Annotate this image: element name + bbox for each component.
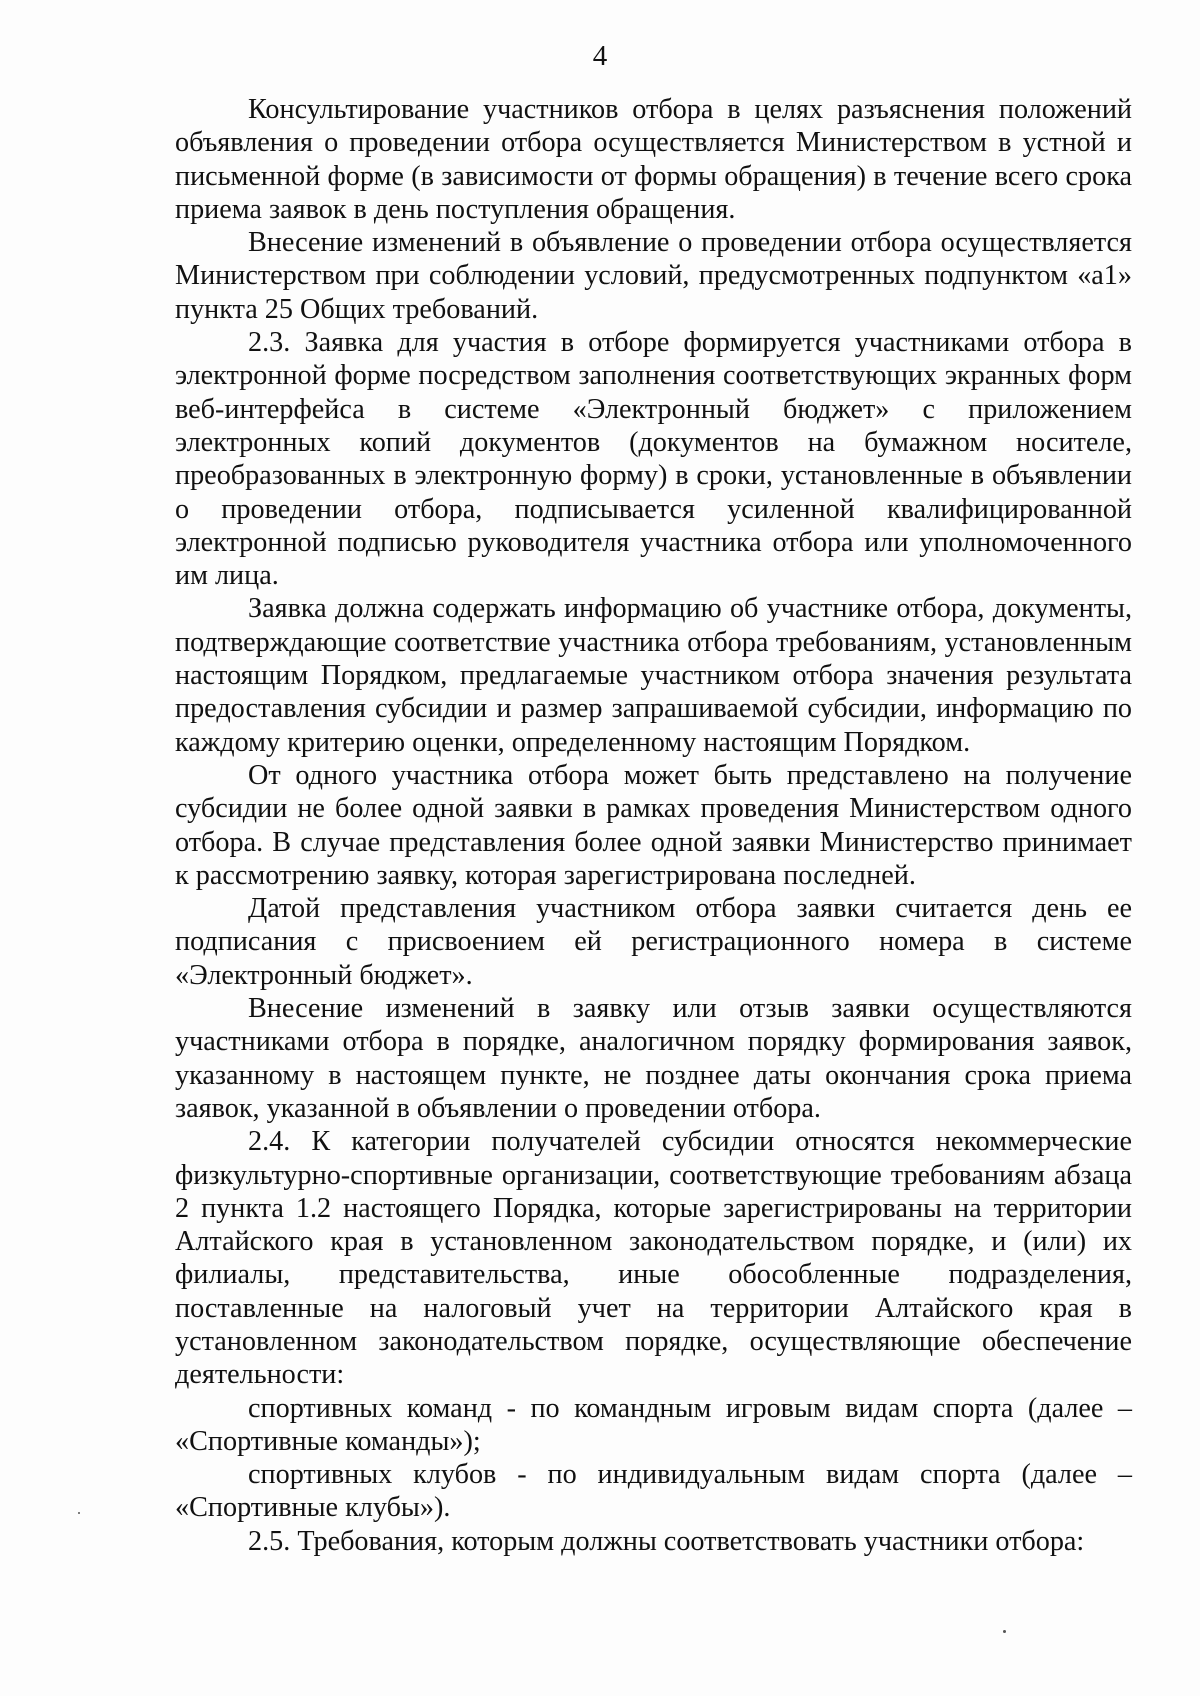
scan-speck [1003,1630,1006,1633]
paragraph-submission-date: Датой представления участником отбора заявки считается день ее подписания с присвоением ей регистрационного номера в системе «Электронный бюджет». [175,893,1132,991]
paragraph-one-application: От одного участника отбора может быть представлено на получение субсидии не более одной заявки в рамках проведения Министерством одного отбора. В случае представления более одной заявки Министерство принимает к рассмотрению заявку, которая зарегистрирована последней. [175,759,1132,891]
paragraph-2-3-application: 2.3. Заявка для участия в отборе формируется участниками отбора в электронной форме посредством заполнения соответствующих экранных форм веб-интерфейса в системе «Электронный бюджет» с приложением электронных копий документов (документов на бумажном носителе, преобразованных в электронную форму) в сроки, установленные в объявлении о проведении отбора, подписывается усиленной квалифицированной электронной подписью руководителя участника отбора или уполномоченного им лица. [175,327,1132,592]
paragraph-amendments-announcement: Внесение изменений в объявление о проведении отбора осуществляется Министерством при соблюдении условий, предусмотренных подпунктом «а1» пункта 25 Общих требований. [175,227,1132,325]
paragraph-consultation: Консультирование участников отбора в целях разъяснения положений объявления о проведении отбора осуществляется Министерством в устной и письменной форме (в зависимости от формы обращения) в течение всего срока приема заявок в день поступления обращения. [175,94,1132,225]
scan-speck [78,1512,80,1514]
paragraph-2-4-recipients: 2.4. К категории получателей субсидии относятся некоммерческие физкультурно-спортивные организации, соответствующие требованиям абзаца 2 пункта 1.2 настоящего Порядка, которые зарегистрированы на территории Алтайского края в установленном законодательством порядке, и (или) их филиалы, представительства, иные обособленные подразделения, поставленные на налоговый учет на территории Алтайского края в установленном законодательством порядке, осуществляющие обеспечение деятельности: [175,1126,1132,1391]
paragraph-application-content: Заявка должна содержать информацию об участнике отбора, документы, подтверждающие соответствие участника отбора требованиям, установленным настоящим Порядком, предлагаемые участником отбора значения результата предоставления субсидии и размер запрашиваемой субсидии, информацию по каждому критерию оценки, определенному настоящим Порядком. [175,593,1132,758]
paragraph-2-5-requirements: 2.5. Требования, которым должны соответствовать участники отбора: [248,1525,1085,1557]
paragraph-sports-clubs: спортивных клубов - по индивидуальным видам спорта (далее – «Спортивные клубы»). [175,1459,1132,1524]
paragraph-application-changes: Внесение изменений в заявку или отзыв заявки осуществляются участниками отбора в порядке, аналогичном порядку формирования заявок, указанному в настоящем пункте, не позднее даты окончания срока приема заявок, указанной в объявлении о проведении отбора. [175,993,1132,1124]
document-body [175,93,1132,1558]
page-number: 4 [592,40,608,72]
paragraph-sports-teams: спортивных команд - по командным игровым видам спорта (далее – «Спортивные команды»); [175,1392,1132,1457]
